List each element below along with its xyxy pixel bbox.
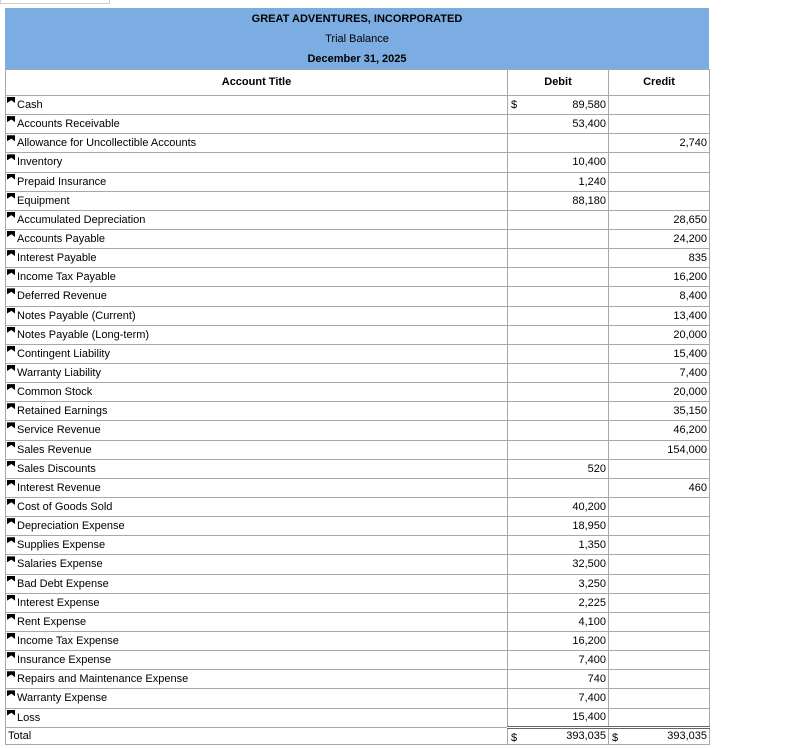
credit-cell[interactable]: [609, 363, 710, 382]
table-row: [6, 153, 710, 172]
credit-amount: 154,000: [667, 443, 707, 456]
debit-cell[interactable]: [508, 593, 609, 612]
dropdown-flag-icon[interactable]: [7, 480, 15, 486]
account-cell[interactable]: [6, 555, 508, 574]
debit-cell[interactable]: [508, 325, 609, 344]
account-name: Allowance for Uncollectible Accounts: [17, 137, 197, 150]
dropdown-flag-icon[interactable]: [7, 403, 15, 409]
dropdown-flag-icon[interactable]: [7, 556, 15, 562]
account-cell[interactable]: [6, 651, 508, 670]
debit-cell[interactable]: [508, 612, 609, 631]
top-tab: [0, 0, 110, 4]
dropdown-flag-icon[interactable]: [7, 327, 15, 333]
account-name: Accounts Receivable: [17, 118, 120, 131]
dropdown-flag-icon[interactable]: [7, 250, 15, 256]
credit-amount: 13,400: [673, 309, 707, 322]
dropdown-flag-icon[interactable]: [7, 442, 15, 448]
account-name: Interest Payable: [17, 252, 97, 265]
credit-amount: 20,000: [673, 328, 707, 341]
account-cell[interactable]: [6, 344, 508, 363]
dropdown-flag-icon[interactable]: [7, 576, 15, 582]
account-name: Bad Debt Expense: [17, 577, 109, 590]
account-cell[interactable]: [6, 306, 508, 325]
table-row: [6, 287, 710, 306]
debit-amount: 1,240: [578, 175, 606, 188]
dropdown-flag-icon[interactable]: [7, 710, 15, 716]
account-name: Equipment: [17, 194, 70, 207]
account-name: Sales Revenue: [17, 443, 92, 456]
table-row: [6, 708, 710, 727]
total-debit: 393,035: [566, 730, 606, 743]
table-row: [6, 191, 710, 210]
credit-cell[interactable]: [609, 689, 710, 708]
account-cell[interactable]: [6, 708, 508, 727]
account-name: Depreciation Expense: [17, 520, 125, 533]
account-name: Sales Discounts: [17, 462, 96, 475]
debit-cell[interactable]: [508, 268, 609, 287]
credit-cell[interactable]: [609, 306, 710, 325]
table-row: [6, 574, 710, 593]
dropdown-flag-icon[interactable]: [7, 518, 15, 524]
credit-amount: 2,740: [679, 137, 707, 150]
account-cell[interactable]: [6, 670, 508, 689]
debit-cell[interactable]: [508, 306, 609, 325]
account-name: Warranty Liability: [17, 367, 101, 380]
debit-amount: 32,500: [572, 558, 606, 571]
account-cell[interactable]: [6, 440, 508, 459]
debit-amount: 2,225: [578, 596, 606, 609]
credit-cell[interactable]: [609, 325, 710, 344]
account-name: Insurance Expense: [17, 654, 112, 667]
debit-header: Debit: [508, 70, 609, 96]
table-row: [6, 651, 710, 670]
account-cell[interactable]: [6, 325, 508, 344]
table-row: [6, 383, 710, 402]
dropdown-flag-icon[interactable]: [7, 346, 15, 352]
credit-cell[interactable]: [609, 478, 710, 497]
table-row: [6, 612, 710, 631]
credit-amount: 835: [688, 252, 707, 265]
debit-amount: 15,400: [572, 711, 606, 724]
dropdown-flag-icon[interactable]: [7, 193, 15, 199]
credit-cell[interactable]: [609, 191, 710, 210]
credit-amount: 35,150: [673, 405, 707, 418]
account-cell[interactable]: [6, 689, 508, 708]
account-name: Accumulated Depreciation: [17, 213, 146, 226]
debit-cell[interactable]: [508, 440, 609, 459]
table-row: [6, 363, 710, 382]
credit-cell[interactable]: [609, 172, 710, 191]
table-header-row: [6, 70, 710, 96]
account-name: Supplies Expense: [17, 539, 106, 552]
debit-cell[interactable]: [508, 689, 609, 708]
account-name: Warranty Expense: [17, 692, 108, 705]
table-row: [6, 344, 710, 363]
account-name: Notes Payable (Long-term): [17, 328, 150, 341]
dropdown-flag-icon[interactable]: [7, 461, 15, 467]
credit-amount: 15,400: [673, 347, 707, 360]
debit-cell[interactable]: [508, 402, 609, 421]
table-row: [6, 134, 710, 153]
debit-cell[interactable]: [508, 249, 609, 268]
dropdown-flag-icon[interactable]: [7, 116, 15, 122]
dropdown-flag-icon[interactable]: [7, 97, 15, 103]
account-cell[interactable]: [6, 96, 508, 115]
credit-amount: 24,200: [673, 233, 707, 246]
account-cell[interactable]: [6, 268, 508, 287]
account-cell[interactable]: [6, 478, 508, 497]
dropdown-flag-icon[interactable]: [7, 499, 15, 505]
account-cell[interactable]: [6, 402, 508, 421]
debit-cell[interactable]: [508, 555, 609, 574]
account-cell[interactable]: [6, 153, 508, 172]
dropdown-flag-icon[interactable]: [7, 614, 15, 620]
account-name: Rent Expense: [17, 615, 87, 628]
debit-cell[interactable]: [508, 708, 609, 727]
account-cell[interactable]: [6, 517, 508, 536]
dropdown-flag-icon[interactable]: [7, 384, 15, 390]
credit-cell[interactable]: [609, 459, 710, 478]
credit-cell[interactable]: [609, 536, 710, 555]
debit-cell[interactable]: [508, 210, 609, 229]
dropdown-flag-icon[interactable]: [7, 269, 15, 275]
account-cell[interactable]: [6, 574, 508, 593]
table-row: [6, 555, 710, 574]
total-label: Total: [6, 727, 508, 744]
table-row: [6, 459, 710, 478]
credit-cell[interactable]: [609, 631, 710, 650]
credit-amount: 28,650: [673, 213, 707, 226]
credit-amount: 8,400: [679, 290, 707, 303]
account-name: Cash: [17, 99, 43, 112]
currency-symbol: $: [511, 731, 518, 744]
credit-amount: 20,000: [673, 386, 707, 399]
account-cell[interactable]: [6, 172, 508, 191]
account-name: Interest Revenue: [17, 481, 101, 494]
account-cell[interactable]: [6, 631, 508, 650]
debit-cell[interactable]: [508, 536, 609, 555]
account-name: Notes Payable (Current): [17, 309, 136, 322]
credit-cell[interactable]: [609, 153, 710, 172]
account-name: Accounts Payable: [17, 233, 106, 246]
account-cell[interactable]: [6, 134, 508, 153]
debit-amount: 7,400: [578, 692, 606, 705]
debit-cell[interactable]: [508, 191, 609, 210]
debit-cell[interactable]: [508, 172, 609, 191]
table-row: [6, 325, 710, 344]
table-row: [6, 536, 710, 555]
account-name: Income Tax Expense: [17, 635, 119, 647]
dropdown-flag-icon[interactable]: [7, 154, 15, 160]
credit-cell[interactable]: [609, 96, 710, 115]
credit-cell[interactable]: [609, 421, 710, 440]
account-name: Deferred Revenue: [17, 290, 107, 303]
account-name: Retained Earnings: [17, 405, 108, 418]
debit-cell[interactable]: [508, 229, 609, 248]
debit-cell[interactable]: [508, 631, 609, 650]
table-row: [6, 402, 710, 421]
trial-balance-table: [5, 69, 710, 745]
account-cell[interactable]: [6, 497, 508, 516]
debit-cell[interactable]: [508, 421, 609, 440]
debit-amount: 18,950: [572, 520, 606, 533]
account-name: Loss: [17, 711, 41, 724]
account-cell[interactable]: [6, 363, 508, 382]
credit-cell[interactable]: [609, 612, 710, 631]
report-date: December 31, 2025: [307, 53, 407, 65]
table-row: [6, 210, 710, 229]
account-cell[interactable]: [6, 249, 508, 268]
account-name: Common Stock: [17, 386, 93, 399]
report-title: Trial Balance: [325, 33, 389, 45]
dropdown-flag-icon[interactable]: [7, 422, 15, 428]
account-cell[interactable]: [6, 421, 508, 440]
credit-cell[interactable]: [609, 383, 710, 402]
credit-cell[interactable]: [609, 670, 710, 689]
dropdown-flag-icon[interactable]: [7, 231, 15, 237]
credit-amount: 16,200: [673, 271, 707, 284]
debit-cell[interactable]: [508, 363, 609, 382]
debit-cell[interactable]: [508, 670, 609, 689]
credit-cell[interactable]: [609, 517, 710, 536]
table-row: [6, 249, 710, 268]
credit-cell[interactable]: [609, 574, 710, 593]
dropdown-flag-icon[interactable]: [7, 288, 15, 294]
dropdown-flag-icon[interactable]: [7, 652, 15, 658]
total-credit: 393,035: [667, 730, 707, 743]
credit-cell[interactable]: [609, 115, 710, 134]
table-row: [6, 440, 710, 459]
credit-cell[interactable]: [609, 708, 710, 727]
credit-cell[interactable]: [609, 497, 710, 516]
debit-amount: 3,250: [578, 577, 606, 590]
credit-cell[interactable]: [609, 249, 710, 268]
table-row: [6, 517, 710, 536]
account-name: Contingent Liability: [17, 347, 110, 360]
total-row: [6, 727, 710, 744]
credit-cell[interactable]: [609, 593, 710, 612]
dropdown-flag-icon[interactable]: [7, 308, 15, 314]
debit-amount: 740: [587, 673, 606, 686]
debit-amount: 4,100: [578, 615, 606, 628]
dropdown-flag-icon[interactable]: [7, 135, 15, 141]
account-cell[interactable]: [6, 210, 508, 229]
account-title-header: Account Title: [6, 70, 508, 96]
credit-amount: 7,400: [679, 367, 707, 380]
debit-cell[interactable]: [508, 497, 609, 516]
debit-cell[interactable]: [508, 344, 609, 363]
debit-cell[interactable]: [508, 287, 609, 306]
dropdown-flag-icon[interactable]: [7, 212, 15, 218]
dropdown-flag-icon[interactable]: [7, 537, 15, 543]
account-cell[interactable]: [6, 383, 508, 402]
account-cell[interactable]: [6, 229, 508, 248]
currency-symbol: $: [511, 99, 518, 111]
account-name: Salaries Expense: [17, 558, 103, 571]
credit-cell[interactable]: [609, 287, 710, 306]
account-name: Prepaid Insurance: [17, 175, 107, 188]
debit-amount: 16,200: [572, 635, 606, 647]
table-row: [6, 421, 710, 440]
dropdown-flag-icon[interactable]: [7, 365, 15, 371]
table-row: [6, 172, 710, 191]
dropdown-flag-icon[interactable]: [7, 174, 15, 180]
debit-amount: 7,400: [578, 654, 606, 667]
table-row: [6, 497, 710, 516]
credit-cell[interactable]: [609, 344, 710, 363]
account-cell[interactable]: [6, 612, 508, 631]
total-debit-cell: [508, 727, 609, 744]
account-name: Interest Expense: [17, 596, 100, 609]
credit-cell[interactable]: [609, 440, 710, 459]
account-name: Cost of Goods Sold: [17, 501, 113, 514]
debit-cell[interactable]: [508, 153, 609, 172]
account-cell[interactable]: [6, 191, 508, 210]
total-credit-cell: [609, 727, 710, 744]
dropdown-flag-icon[interactable]: [7, 595, 15, 601]
credit-header: Credit: [609, 70, 710, 96]
table-row: [6, 268, 710, 287]
account-name: Inventory: [17, 156, 63, 169]
account-name: Repairs and Maintenance Expense: [17, 673, 189, 686]
currency-symbol: $: [612, 731, 619, 744]
report-header: [5, 8, 709, 69]
debit-cell[interactable]: [508, 383, 609, 402]
table-row: [6, 306, 710, 325]
debit-amount: 10,400: [572, 156, 606, 169]
credit-cell[interactable]: [609, 555, 710, 574]
credit-cell[interactable]: [609, 134, 710, 153]
table-row: [6, 670, 710, 689]
debit-cell[interactable]: [508, 96, 609, 115]
debit-amount: 89,580: [572, 99, 606, 112]
debit-cell[interactable]: [508, 478, 609, 497]
debit-amount: 520: [587, 462, 606, 475]
table-row: [6, 478, 710, 497]
credit-cell[interactable]: [609, 402, 710, 421]
table-row: [6, 115, 710, 134]
account-cell[interactable]: [6, 593, 508, 612]
credit-cell[interactable]: [609, 210, 710, 229]
debit-cell[interactable]: [508, 134, 609, 153]
credit-amount: 46,200: [673, 424, 707, 437]
debit-cell[interactable]: [508, 517, 609, 536]
dropdown-flag-icon[interactable]: [7, 690, 15, 696]
company-name: GREAT ADVENTURES, INCORPORATED: [251, 13, 463, 25]
dropdown-flag-icon[interactable]: [7, 671, 15, 677]
credit-cell[interactable]: [609, 651, 710, 670]
table-row: [6, 689, 710, 708]
debit-cell[interactable]: [508, 574, 609, 593]
debit-amount: 40,200: [572, 501, 606, 514]
table-row: [6, 631, 710, 650]
account-cell[interactable]: [6, 287, 508, 306]
debit-cell[interactable]: [508, 459, 609, 478]
account-name: Income Tax Payable: [17, 271, 116, 284]
credit-cell[interactable]: [609, 268, 710, 287]
table-row: [6, 593, 710, 612]
table-row: [6, 229, 710, 248]
credit-amount: 460: [688, 481, 707, 494]
debit-cell[interactable]: [508, 651, 609, 670]
account-cell[interactable]: [6, 459, 508, 478]
credit-cell[interactable]: [609, 229, 710, 248]
debit-amount: 88,180: [572, 194, 606, 207]
table-row: [6, 96, 710, 115]
account-cell[interactable]: [6, 115, 508, 134]
debit-amount: 53,400: [572, 118, 606, 131]
debit-amount: 1,350: [578, 539, 606, 552]
dropdown-flag-icon[interactable]: [7, 633, 15, 639]
account-cell[interactable]: [6, 536, 508, 555]
account-name: Service Revenue: [17, 424, 101, 437]
debit-cell[interactable]: [508, 115, 609, 134]
